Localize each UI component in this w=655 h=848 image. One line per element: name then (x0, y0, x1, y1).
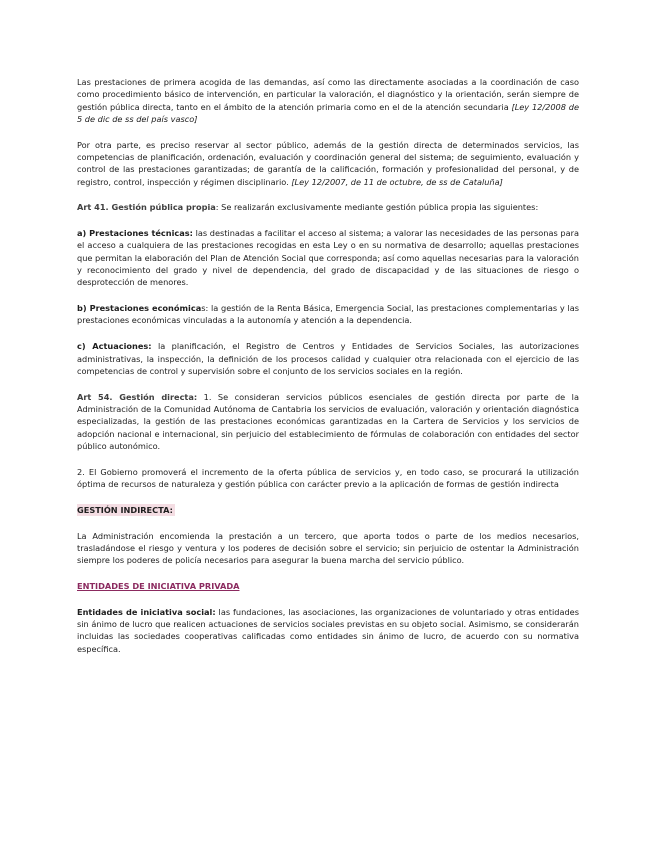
article-title: Art 54. Gestión directa: (77, 391, 198, 402)
item-a-prestaciones-tecnicas: a) Prestaciones técnicas: las destinadas a facilitar el acceso al sistema; a valorar las necesidades de las personas para el acceso a cualquiera de las prestaciones recogidas en esta Ley o en su normativa de desarrollo; aquellas prestaciones que permitan la elaboración del Plan de Atención Social que corresponda; así como aquellas necesarias para la valoración y reconocimiento del grado y nivel de dependencia, del grado de discapacidad y de las situaciones de riesgo o desprotección de menores. (77, 228, 579, 288)
heading-gestion-indirecta: GESTIÓN INDIRECTA: (77, 504, 173, 515)
paragraph-primera-acogida: Las prestaciones de primera acogida de las demandas, así como las directamente asociadas a la coordinación de caso como procedimiento básico de intervención, en particular la valoración, el diagnóstico y la orientación, serán siempre de gestión pública directa, tanto en el ámbito de la atención primaria como en el de la atención secundaria [Ley 12/2008 de 5 de dic de ss del país vasco] (77, 77, 579, 124)
item-b-prestaciones-economicas: b) Prestaciones económicas: la gestión de la Renta Básica, Emergencia Social, las prestaciones complementarias y las prestaciones económicas vinculadas a la autonomía y atención a la dependencia. (77, 303, 579, 326)
item-label: c) Actuaciones: (77, 341, 152, 352)
article-title: Art 41. Gestión pública propia (77, 202, 216, 213)
item-label: b) Prestaciones económica (77, 303, 202, 314)
item-label: a) Prestaciones técnicas: (77, 228, 193, 239)
legal-reference: [Ley 12/2007, de 11 de octubre, de ss de Cataluña] (291, 176, 503, 187)
paragraph-gestion-indirecta: La Administración encomienda la prestación a un tercero, que aporta todos o parte de los medios necesarios, trasladándose el riesgo y ventura y los poderes de decisión sobre el servicio; sin perjuicio de ostentar la Administración siempre los poderes de policía necesarios para asegurar la buena marcha del servicio público. (77, 530, 579, 566)
paragraph-sector-publico: Por otra parte, es preciso reservar al sector público, además de la gestión directa de determinados servicios, las competencias de planificación, ordenación, evaluación y coordinación general del sistema; de seguimiento, evaluación y control de las prestaciones garantizadas; de garantía de la calificación, formación y profesionalidad del personal, y de registro, control, inspección y régimen disciplinario. [Ley 12/2007, de 11 de octubre, de ss de Cataluña] (77, 139, 579, 187)
paragraph-art-54-2: 2. El Gobierno promoverá el incremento de la oferta pública de servicios y, en todo caso, se procurará la utilización óptima de recursos de naturaleza y gestión pública con carácter previo a la aplicación de formas de gestión indirecta (77, 466, 579, 489)
paragraph-art-41: Art 41. Gestión pública propia: Se realizarán exclusivamente mediante gestión pública propia las siguientes: (77, 202, 539, 213)
paragraph-iniciativa-social: Entidades de iniciativa social: las fundaciones, las asociaciones, las organizaciones de voluntariado y otras entidades sin ánimo de lucro que realicen actuaciones de servicios sociales previstas en su objeto social. Asimismo, se considerarán incluidas las sociedades cooperativas calificadas como entidades sin ánimo de lucro, de acuerdo con su normativa específica. (77, 606, 579, 654)
item-c-actuaciones: c) Actuaciones: la planificación, el Registro de Centros y Entidades de Servicios Sociales, las autorizaciones administrativas, la inspección, la definición de los procesos calidad y cualquier otra relacionada con el ejercicio de las competencias de control y supervisión sobre el conjunto de los servicios sociales en la región. (77, 341, 579, 376)
heading-entidades-privada: ENTIDADES DE INICIATIVA PRIVADA (77, 580, 240, 591)
item-label: Entidades de iniciativa social: (77, 606, 216, 617)
paragraph-art-54: Art 54. Gestión directa: 1. Se consideran servicios públicos esenciales de gestión directa por parte de la Administración de la Comunidad Autónoma de Cantabria los servicios de evaluación, valoración y orientación diagnóstica especializadas, la gestión de las prestaciones económicas garantizadas en la Cartera de Servicios y los servicios de adopción nacional e internacional, sin perjuicio del establecimiento de fórmulas de colaboración con entidades del sector público autonómico. (77, 391, 579, 451)
legal-reference: [Ley 12/2008 de 5 de dic de ss del país vasco] (77, 101, 579, 124)
